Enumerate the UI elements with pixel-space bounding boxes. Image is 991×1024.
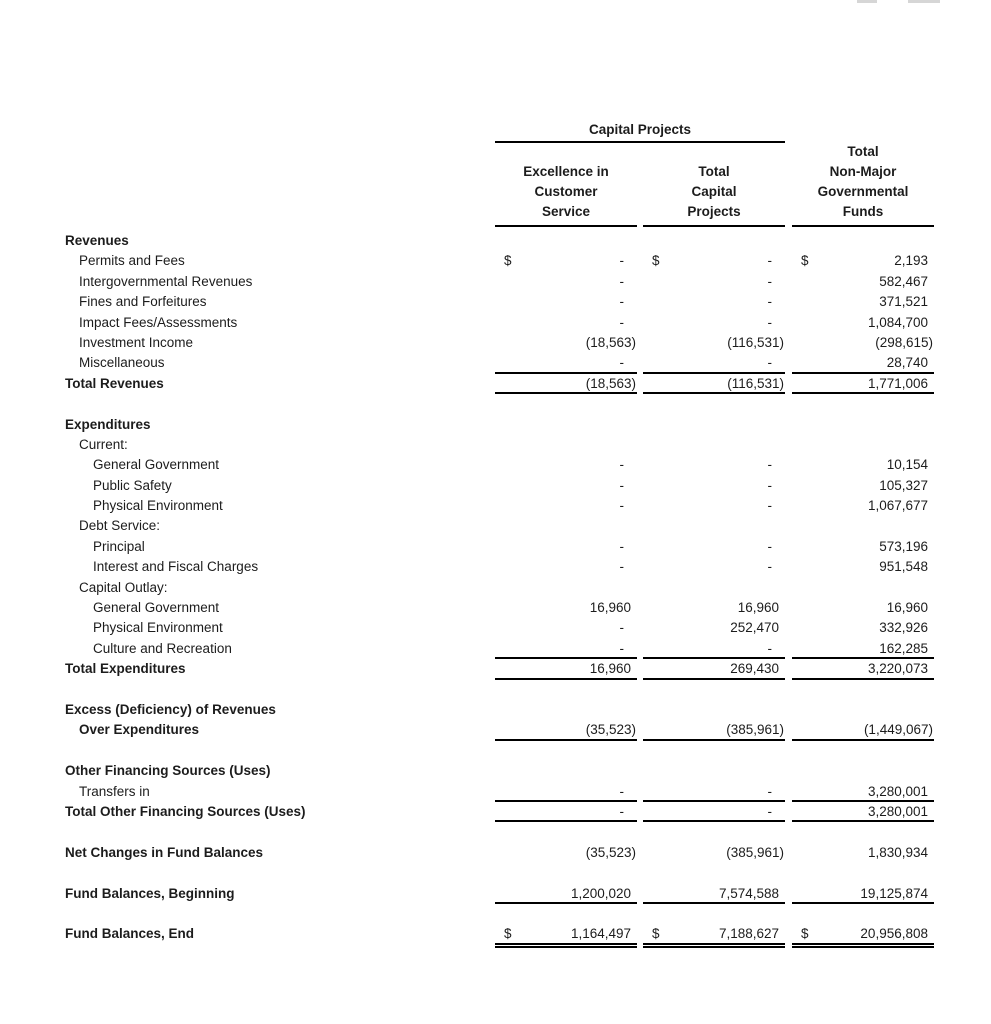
row-label: Impact Fees/Assessments xyxy=(79,314,238,330)
value-cell-col1 xyxy=(495,313,637,333)
value-cell-col3 xyxy=(792,415,934,435)
value-cell-col3 xyxy=(792,761,934,781)
group-header: Capital Projects xyxy=(495,120,785,143)
table-row xyxy=(65,884,934,904)
value-cell-col3 xyxy=(792,313,934,333)
column-gap xyxy=(785,843,792,863)
cell-value: - xyxy=(619,498,624,514)
cell-value: (385,961) xyxy=(726,722,784,738)
column-gap xyxy=(785,720,792,740)
value-cell-col3 xyxy=(792,782,934,802)
value-cell-col3 xyxy=(792,659,934,679)
spacer-row xyxy=(65,741,934,761)
row-label: Transfers in xyxy=(79,783,150,799)
row-label: Over Expenditures xyxy=(79,722,200,738)
cell-value: 3,280,001 xyxy=(867,783,928,799)
value-cell-col3 xyxy=(792,537,934,557)
row-label: Excess (Deficiency) of Revenues xyxy=(65,701,276,717)
column-gap xyxy=(785,802,792,822)
spacer-row xyxy=(65,680,934,700)
value-cell-col3 xyxy=(792,557,934,577)
cell-value: 7,574,588 xyxy=(718,885,779,901)
table-row xyxy=(65,537,934,557)
value-cell-col1 xyxy=(495,231,637,251)
value-cell-col3 xyxy=(792,578,934,598)
cell-value: - xyxy=(767,538,772,554)
table-row xyxy=(65,700,934,720)
column-gap xyxy=(785,557,792,577)
value-cell-col2 xyxy=(643,618,785,638)
value-cell-col3 xyxy=(792,802,934,822)
cell-value: 332,926 xyxy=(879,620,928,636)
value-cell-col3 xyxy=(792,476,934,496)
table-row xyxy=(65,455,934,475)
table-row xyxy=(65,924,934,944)
value-cell-col3 xyxy=(792,598,934,618)
cropped-page-artifact xyxy=(857,0,877,3)
value-cell-col1 xyxy=(495,333,637,353)
table-row xyxy=(65,272,934,292)
value-cell-col1 xyxy=(495,272,637,292)
table-row xyxy=(65,292,934,312)
cell-value: - xyxy=(767,355,772,371)
value-cell-col1 xyxy=(495,476,637,496)
cell-value: - xyxy=(767,559,772,575)
cell-value: - xyxy=(767,253,772,269)
cell-value: - xyxy=(767,273,772,289)
value-cell-col3 xyxy=(792,353,934,373)
value-cell-col1 xyxy=(495,557,637,577)
row-label: Culture and Recreation xyxy=(93,640,232,656)
column-header-line: Service xyxy=(541,204,591,219)
column-header-spacer xyxy=(65,146,495,227)
cell-value: - xyxy=(619,457,624,473)
cell-value: 1,084,700 xyxy=(867,314,928,330)
cell-value: - xyxy=(619,355,624,371)
column-gap xyxy=(785,455,792,475)
value-cell-col1 xyxy=(495,659,637,679)
table-row xyxy=(65,476,934,496)
row-label: Fines and Forfeitures xyxy=(79,294,207,310)
row-label: General Government xyxy=(93,457,220,473)
value-cell-col1 xyxy=(495,639,637,659)
table-row xyxy=(65,374,934,394)
value-cell-col1 xyxy=(495,843,637,863)
cell-value: 2,193 xyxy=(894,253,928,269)
value-cell-col3 xyxy=(792,618,934,638)
column-header-line: Excellence in xyxy=(523,164,609,179)
value-cell-col1 xyxy=(495,700,637,720)
column-header-line: Projects xyxy=(687,204,741,219)
value-cell-col1 xyxy=(495,618,637,638)
cell-value: 16,960 xyxy=(886,600,928,616)
value-cell-col1 xyxy=(495,292,637,312)
cell-value: 1,067,677 xyxy=(867,498,928,514)
cropped-page-artifact xyxy=(908,0,940,3)
column-gap xyxy=(785,598,792,618)
column-gap xyxy=(785,415,792,435)
value-cell-col2 xyxy=(643,272,785,292)
cell-value: 16,960 xyxy=(589,661,631,677)
column-header-excellence-in-customer-service xyxy=(495,146,637,227)
cell-value: 1,771,006 xyxy=(867,375,928,391)
cell-value: (18,563) xyxy=(585,334,636,350)
value-cell-col1 xyxy=(495,415,637,435)
row-label: Expenditures xyxy=(65,416,151,432)
value-cell-col1 xyxy=(495,720,637,740)
cell-value: 1,830,934 xyxy=(867,844,928,860)
table-row xyxy=(65,639,934,659)
value-cell-col3 xyxy=(792,272,934,292)
column-gap xyxy=(785,292,792,312)
cell-value: - xyxy=(767,314,772,330)
cell-value: - xyxy=(767,640,772,656)
table-row xyxy=(65,353,934,373)
table-row xyxy=(65,578,934,598)
value-cell-col1 xyxy=(495,598,637,618)
value-cell-col2 xyxy=(643,924,785,944)
value-cell-col2 xyxy=(643,333,785,353)
value-cell-col2 xyxy=(643,700,785,720)
value-cell-col3 xyxy=(792,700,934,720)
cell-value: (116,531) xyxy=(727,334,784,350)
table-row xyxy=(65,843,934,863)
value-cell-col1 xyxy=(495,924,637,944)
column-gap xyxy=(785,476,792,496)
value-cell-col2 xyxy=(643,455,785,475)
value-cell-col3 xyxy=(792,720,934,740)
value-cell-col2 xyxy=(643,782,785,802)
column-gap xyxy=(785,353,792,373)
value-cell-col2 xyxy=(643,292,785,312)
table-row xyxy=(65,618,934,638)
column-gap xyxy=(785,374,792,394)
cell-value: - xyxy=(767,498,772,514)
dollar-sign: $ xyxy=(652,926,660,942)
value-cell-col1 xyxy=(495,516,637,536)
cell-value: 28,740 xyxy=(886,355,928,371)
value-cell-col3 xyxy=(792,843,934,863)
row-label: Debt Service: xyxy=(79,518,161,534)
column-gap xyxy=(785,618,792,638)
dollar-sign: $ xyxy=(801,926,809,942)
value-cell-col2 xyxy=(643,598,785,618)
cell-value: - xyxy=(767,803,772,819)
value-cell-col1 xyxy=(495,802,637,822)
statement-rows xyxy=(65,231,934,945)
table-row xyxy=(65,598,934,618)
column-gap xyxy=(785,884,792,904)
cell-value: 20,956,808 xyxy=(860,926,928,942)
value-cell-col2 xyxy=(643,557,785,577)
column-gap xyxy=(785,272,792,292)
value-cell-col1 xyxy=(495,578,637,598)
value-cell-col3 xyxy=(792,924,934,944)
value-cell-col1 xyxy=(495,884,637,904)
cell-value: - xyxy=(767,477,772,493)
dollar-sign: $ xyxy=(504,926,512,942)
cell-value: - xyxy=(619,559,624,575)
row-label: Other Financing Sources (Uses) xyxy=(65,763,271,779)
column-gap xyxy=(785,333,792,353)
cell-value: - xyxy=(619,477,624,493)
row-label: Total Revenues xyxy=(65,375,164,391)
spacer-row xyxy=(65,822,934,842)
cell-value: - xyxy=(619,640,624,656)
cell-value: - xyxy=(619,803,624,819)
table-row xyxy=(65,761,934,781)
column-headers xyxy=(65,146,934,227)
column-gap xyxy=(785,700,792,720)
value-cell-col3 xyxy=(792,455,934,475)
row-label: Revenues xyxy=(65,233,129,248)
cell-value: - xyxy=(619,783,624,799)
cell-value: 951,548 xyxy=(879,559,928,575)
value-cell-col2 xyxy=(643,761,785,781)
value-cell-col2 xyxy=(643,659,785,679)
row-label: Physical Environment xyxy=(93,498,223,514)
column-header-line: Capital xyxy=(691,184,737,199)
cell-value: 1,200,020 xyxy=(570,885,631,901)
dollar-sign: $ xyxy=(504,253,512,269)
value-cell-col2 xyxy=(643,884,785,904)
dollar-sign: $ xyxy=(801,253,809,269)
cell-value: 371,521 xyxy=(879,294,928,310)
table-row xyxy=(65,720,934,740)
row-label: Public Safety xyxy=(93,477,172,493)
group-header-wrap xyxy=(495,120,785,143)
value-cell-col2 xyxy=(643,537,785,557)
column-gap xyxy=(785,639,792,659)
value-cell-col3 xyxy=(792,435,934,455)
row-label: Permits and Fees xyxy=(79,253,185,269)
value-cell-col1 xyxy=(495,761,637,781)
row-label: Miscellaneous xyxy=(79,355,165,371)
value-cell-col2 xyxy=(643,374,785,394)
cell-value: (35,523) xyxy=(585,722,636,738)
row-label: Current: xyxy=(79,436,128,452)
value-cell-col2 xyxy=(643,516,785,536)
column-gap xyxy=(785,924,792,944)
column-gap xyxy=(785,496,792,516)
value-cell-col3 xyxy=(792,231,934,251)
value-cell-col1 xyxy=(495,435,637,455)
value-cell-col1 xyxy=(495,374,637,394)
cell-value: - xyxy=(767,457,772,473)
cell-value: 1,164,497 xyxy=(570,926,631,942)
cell-value: (116,531) xyxy=(727,375,784,391)
cell-value: 269,430 xyxy=(730,661,779,677)
column-gap xyxy=(785,578,792,598)
value-cell-col2 xyxy=(643,353,785,373)
statement-table xyxy=(65,120,934,945)
table-row xyxy=(65,782,934,802)
cell-value: 16,960 xyxy=(589,600,631,616)
spacer-row xyxy=(65,904,934,924)
column-gap xyxy=(785,146,792,227)
value-cell-col2 xyxy=(643,802,785,822)
value-cell-col3 xyxy=(792,251,934,271)
column-gap xyxy=(785,231,792,251)
row-label: Interest and Fiscal Charges xyxy=(93,559,259,575)
value-cell-col3 xyxy=(792,496,934,516)
row-label: General Government xyxy=(93,600,220,616)
row-label: Investment Income xyxy=(79,334,194,350)
cell-value: 105,327 xyxy=(879,477,928,493)
value-cell-col2 xyxy=(643,313,785,333)
value-cell-col2 xyxy=(643,231,785,251)
spacer-row xyxy=(65,394,934,414)
column-header-line: Total xyxy=(698,164,730,179)
value-cell-col2 xyxy=(643,476,785,496)
cell-value: 16,960 xyxy=(737,600,779,616)
table-row xyxy=(65,415,934,435)
cell-value: - xyxy=(619,620,624,636)
table-row xyxy=(65,516,934,536)
row-label: Physical Environment xyxy=(93,620,223,636)
table-row xyxy=(65,333,934,353)
table-row xyxy=(65,435,934,455)
column-gap xyxy=(785,537,792,557)
cell-value: - xyxy=(619,294,624,310)
cell-value: 19,125,874 xyxy=(860,885,928,901)
table-row xyxy=(65,659,934,679)
table-row xyxy=(65,557,934,577)
column-gap xyxy=(785,313,792,333)
cell-value: 573,196 xyxy=(879,538,928,554)
value-cell-col3 xyxy=(792,333,934,353)
row-label: Total Expenditures xyxy=(65,661,186,677)
cell-value: 3,280,001 xyxy=(867,803,928,819)
table-row xyxy=(65,231,934,251)
value-cell-col1 xyxy=(495,537,637,557)
column-header-total-capital-projects xyxy=(643,146,785,227)
cell-value: 3,220,073 xyxy=(867,661,928,677)
cell-value: - xyxy=(619,253,624,269)
dollar-sign: $ xyxy=(652,253,660,269)
table-row xyxy=(65,802,934,822)
row-label: Principal xyxy=(93,538,145,554)
value-cell-col3 xyxy=(792,884,934,904)
value-cell-col2 xyxy=(643,720,785,740)
column-header-line: Governmental xyxy=(817,184,909,199)
column-header-line: Funds xyxy=(842,204,884,219)
value-cell-col3 xyxy=(792,292,934,312)
cell-value: 162,285 xyxy=(879,640,928,656)
row-label: Net Changes in Fund Balances xyxy=(65,844,264,860)
cell-value: - xyxy=(619,538,624,554)
table-row xyxy=(65,496,934,516)
row-label: Capital Outlay: xyxy=(79,579,168,595)
cell-value: (35,523) xyxy=(585,844,636,860)
value-cell-col2 xyxy=(643,639,785,659)
column-header-line: Customer xyxy=(534,184,598,199)
row-label: Intergovernmental Revenues xyxy=(79,273,253,289)
column-gap xyxy=(785,435,792,455)
value-cell-col2 xyxy=(643,435,785,455)
value-cell-col3 xyxy=(792,374,934,394)
value-cell-col2 xyxy=(643,251,785,271)
value-cell-col2 xyxy=(643,578,785,598)
value-cell-col1 xyxy=(495,251,637,271)
cell-value: - xyxy=(619,314,624,330)
row-label: Fund Balances, End xyxy=(65,926,195,942)
value-cell-col1 xyxy=(495,496,637,516)
value-cell-col2 xyxy=(643,496,785,516)
value-cell-col1 xyxy=(495,353,637,373)
value-cell-col1 xyxy=(495,782,637,802)
cell-value: 10,154 xyxy=(886,457,928,473)
column-gap xyxy=(785,659,792,679)
cell-value: 582,467 xyxy=(879,273,928,289)
cell-value: (18,563) xyxy=(585,375,636,391)
table-row xyxy=(65,313,934,333)
column-header-total-nonmajor-governmental-funds xyxy=(792,146,934,227)
value-cell-col2 xyxy=(643,415,785,435)
column-gap xyxy=(785,516,792,536)
column-gap xyxy=(785,251,792,271)
column-header-line: Non-Major xyxy=(829,164,897,179)
cell-value: 252,470 xyxy=(730,620,779,636)
cell-value: - xyxy=(619,273,624,289)
cell-value: 7,188,627 xyxy=(718,926,779,942)
row-label: Total Other Financing Sources (Uses) xyxy=(65,803,306,819)
cell-value: (298,615) xyxy=(875,334,933,350)
cell-value: - xyxy=(767,294,772,310)
value-cell-col3 xyxy=(792,516,934,536)
value-cell-col2 xyxy=(643,843,785,863)
cell-value: - xyxy=(767,783,772,799)
cell-value: (385,961) xyxy=(726,844,784,860)
spacer-row xyxy=(65,863,934,883)
column-gap xyxy=(785,761,792,781)
value-cell-col1 xyxy=(495,455,637,475)
row-label: Fund Balances, Beginning xyxy=(65,885,235,901)
table-row xyxy=(65,251,934,271)
column-header-line: Total xyxy=(847,144,879,159)
cell-value: (1,449,067) xyxy=(863,722,933,738)
column-gap xyxy=(785,782,792,802)
value-cell-col3 xyxy=(792,639,934,659)
